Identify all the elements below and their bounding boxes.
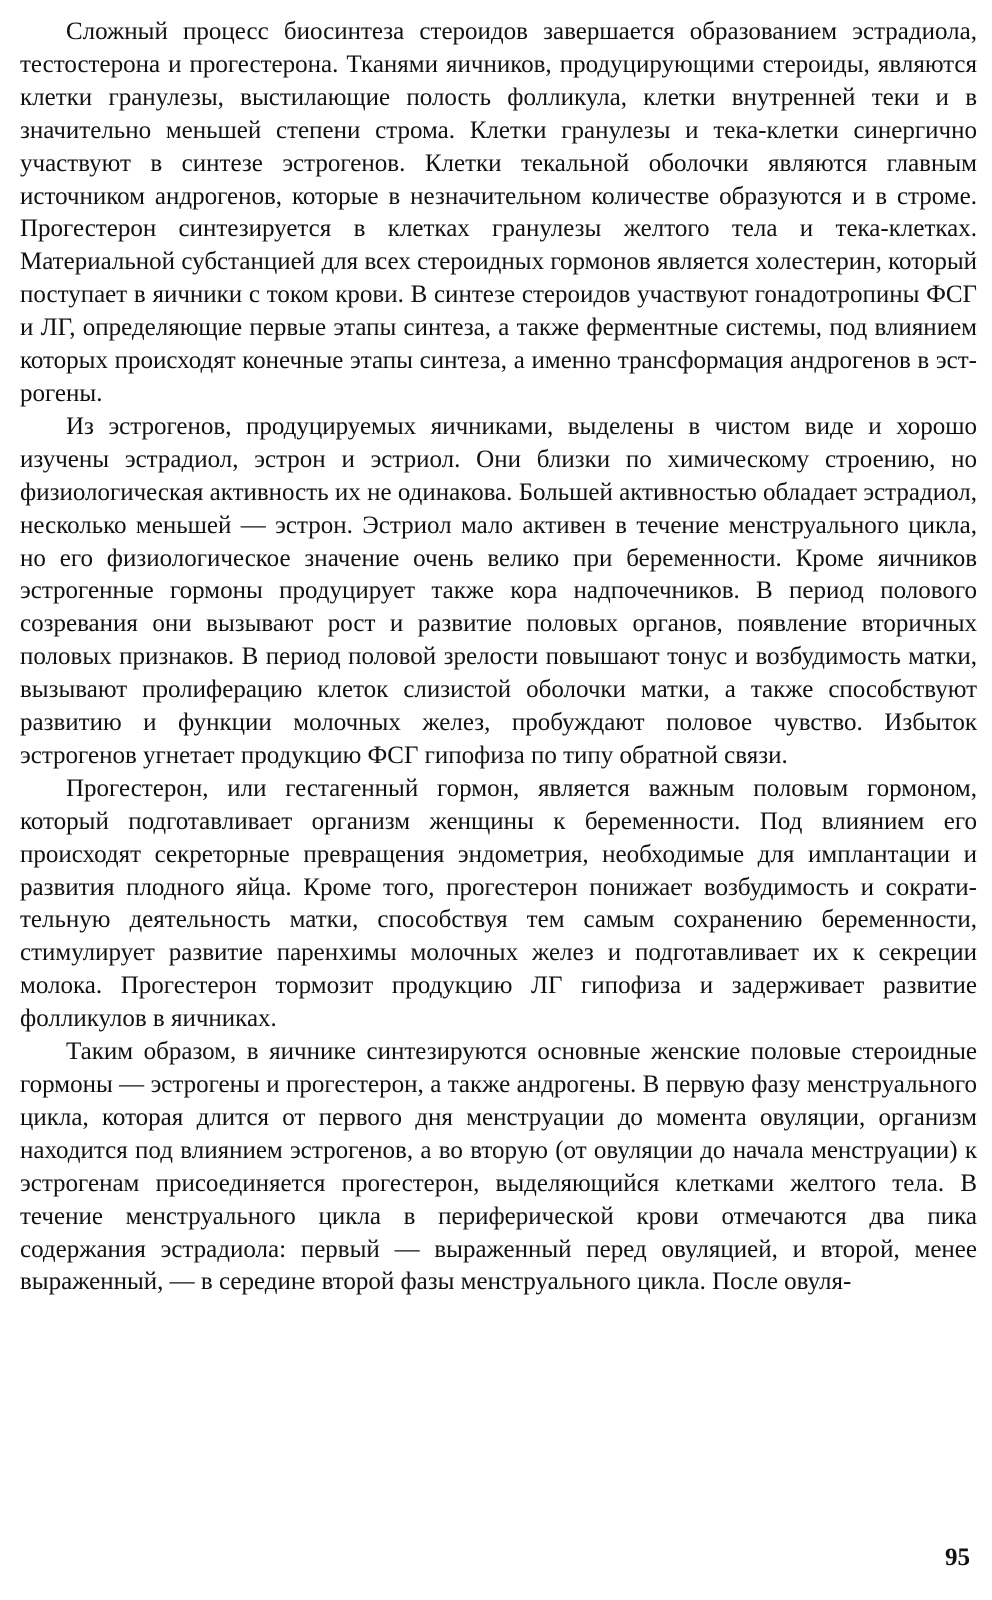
paragraph-summary: Таким образом, в яичнике синтезируются основные женские половые стероидные гормоны — эстрогены и прогестерон, а также андрогены. В первую фазу менструального цикла, которая длится от первого дня менструации до момента овуляции, организм находится под влиянием эстрогенов, а во вторую (от овуляции до начала менструации) к эстрогенам присоединяется прогестерон, выделяющийся клетками желтого тела. В течение менструального цикла в периферической крови отмечаются два пика содержания эстрадиола: первый — выраженный перед овуляцией, и второй, менее выраженный, — в середине второй фазы менструального цикла. После овуля- [20,1038,977,1296]
page-body [20,16,977,1299]
paragraph-steroid-biosynthesis: Сложный процесс биосинтеза стероидов завершается образованием эстрадиола, тестостерона и прогестерона. Тканями яичников, продуцирующими стероиды, являются клетки гранулезы, выстилающие полость фолликула, клетки внутренней теки и в значительно меньшей степени строма. Клетки гранулезы и тека-клетки синергично участвуют в синтезе эстрогенов. Клетки текальной оболочки являются главным источником андрогенов, которые в незначительном количестве образуются и в строме. Прогестерон синтезируется в клетках гранулезы желтого тела и тека-клетках. Материальной субстанцией для всех стероидных гормонов является холестерин, который поступает в яичники с током крови. В синтезе стероидов участвуют гонадотропины ФСГ и ЛГ, определяющие первые этапы синтеза, а также ферментные системы, под влиянием которых происходят конечные этапы синтеза, а именно трансформация андрогенов в эстрогены. [20,18,977,407]
paragraph-progesterone: Прогестерон, или гестагенный гормон, является важным половым гормоном, который подготавливает организм женщины к беременности. Под влиянием его происходят секреторные превращения эндометрия, необходимые для имплантации и развития плодного яйца. Кроме того, прогестерон понижает возбудимость и сократительную деятельность матки, способствуя тем самым сохранению беременности, стимулирует развитие паренхимы молочных желез и подготавливает их к секреции молока. Прогестерон тормозит продукцию ЛГ гипофиза и задерживает развитие фолликулов в яичниках. [20,774,977,1033]
paragraph-estrogens: Из эстрогенов, продуцируемых яичниками, выделены в чистом виде и хорошо изучены эстрадиол, эстрон и эстриол. Они близки по химическому строению, но физиологическая активность их не одинакова. Большей активностью обладает эстрадиол, несколько меньшей — эстрон. Эстриол мало активен в течение менструального цикла, но его физиологическое значение очень велико при беременности. Кроме яичников эстрогенные гормоны продуцирует также кора надпочечников. В период полового созревания они вызывают рост и развитие половых органов, появление вторичных половых признаков. В период половой зрелости повышают тонус и возбудимость матки, вызывают пролиферацию клеток слизистой оболочки матки, а также способствуют развитию и функции молочных желез, пробуждают половое чувство. Избыток эстрогенов угнетает продукцию ФСГ гипофиза по типу обратной связи. [20,412,977,769]
page-number: 95 [945,1544,970,1571]
